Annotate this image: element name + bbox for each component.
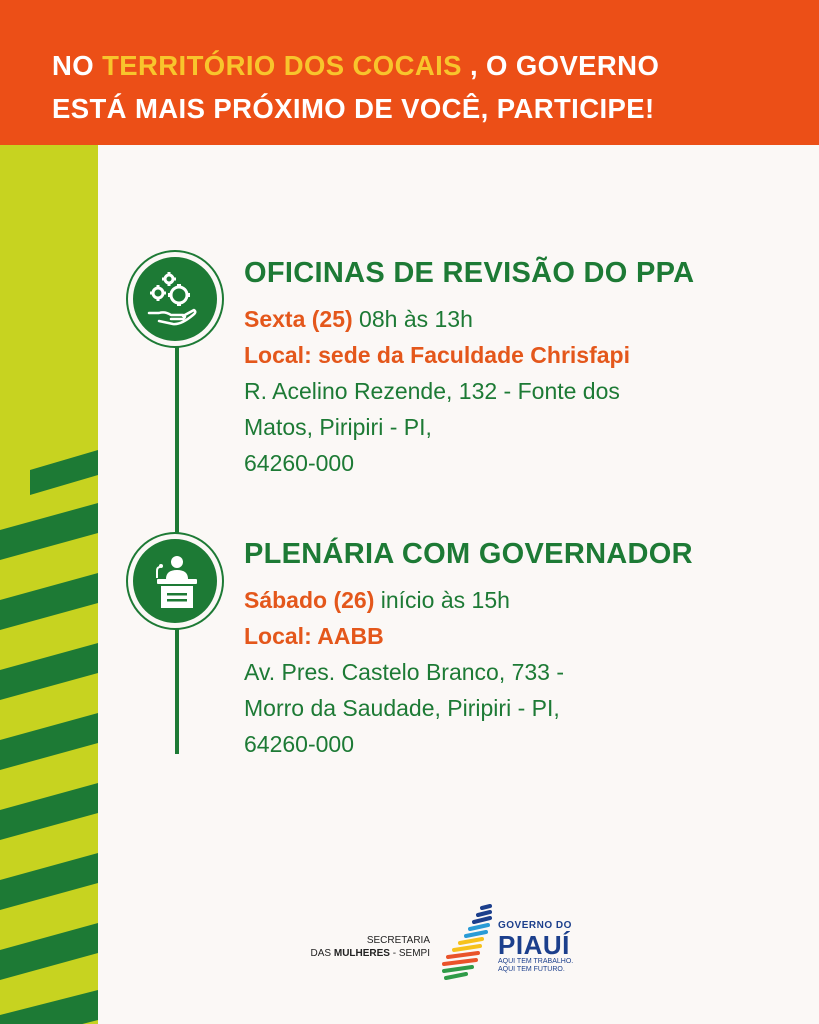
piaui-logo-mark: [438, 902, 496, 987]
decorative-stripe: [0, 145, 98, 1024]
event-oficinas: [244, 255, 804, 481]
event-address-line: Av. Pres. Castelo Branco, 733 -: [244, 659, 565, 685]
event-address-line: R. Acelino Rezende, 132 - Fonte dos: [244, 378, 620, 404]
event-plenaria: [244, 536, 804, 762]
timeline-line-2: [175, 622, 179, 754]
event-location: Local: AABB: [244, 623, 384, 649]
header-banner: [0, 0, 819, 145]
secretaria-logo-text: SECRETARIA DAS MULHERES - SEMPI: [310, 935, 430, 959]
header-highlight: TERRITÓRIO DOS COCAIS: [102, 50, 462, 81]
event-address-line: Morro da Saudade, Piripiri - PI,: [244, 695, 560, 721]
timeline-line-1: [175, 340, 179, 535]
event-address-line: 64260-000: [244, 450, 354, 476]
piaui-logo-text: GOVERNO DO PIAUÍ AQUI TEM TRABALHO. AQUI TEM FUTURO.: [498, 920, 574, 973]
event-datetime: Sábado (26) início às 15h: [244, 587, 510, 613]
event-title: OFICINAS DE REVISÃO DO PPA: [244, 257, 695, 289]
header-title: NO TERRITÓRIO DOS COCAIS , O GOVERNO ESTÁ MAIS PRÓXIMO DE VOCÊ, PARTICIPE!: [52, 50, 660, 124]
event-address-line: Matos, Piripiri - PI,: [244, 414, 432, 440]
event-location: Local: sede da Faculdade Chrisfapi: [244, 342, 630, 368]
event-title: PLENÁRIA COM GOVERNADOR: [244, 538, 693, 570]
event-address-line: 64260-000: [244, 731, 354, 757]
speaker-podium-icon: [128, 534, 222, 628]
gears-hand-icon: [128, 252, 222, 346]
event-datetime: Sexta (25) 08h às 13h: [244, 306, 473, 332]
